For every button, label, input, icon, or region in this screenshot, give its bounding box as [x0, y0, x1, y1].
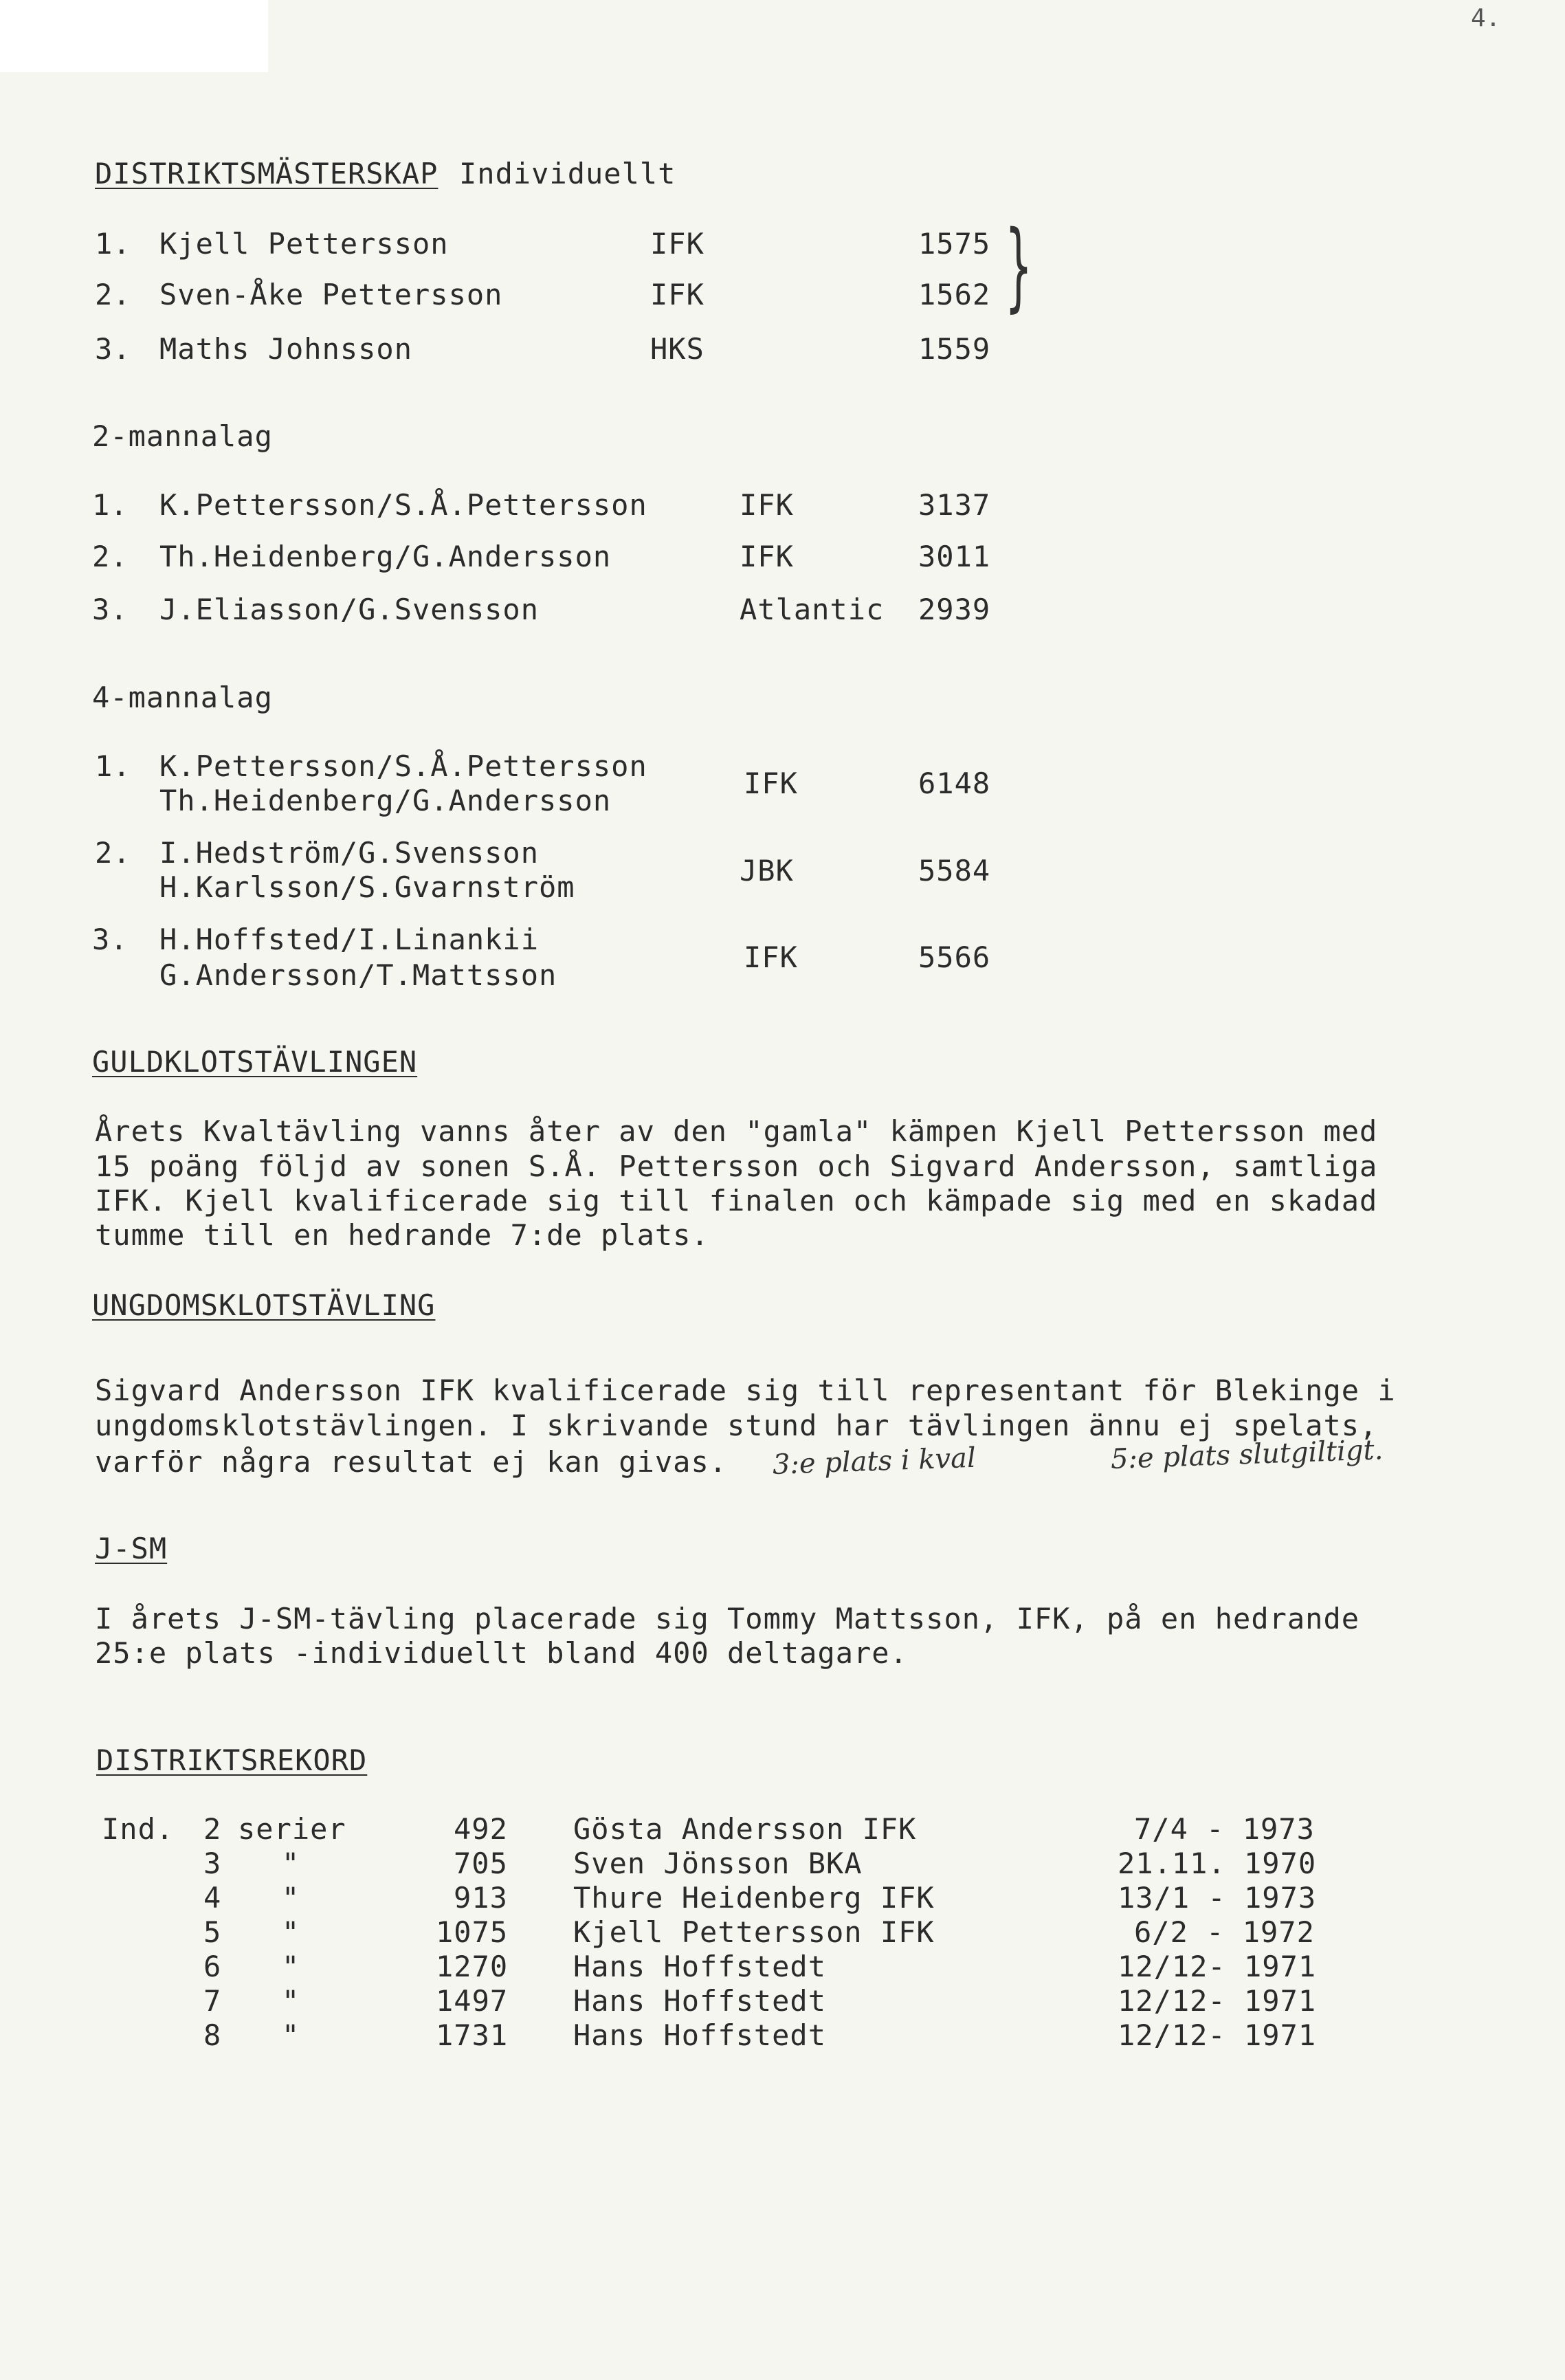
ungdom-line: Sigvard Andersson IFK kvalificerade sig till representant för Blekinge i	[95, 1374, 1396, 1407]
handwritten-note-kval: 3:e plats i kval	[772, 1442, 977, 1481]
four-man-heading: 4-mannalag	[92, 681, 273, 714]
ungdom-line: ungdomsklotstävlingen. I skrivande stund har tävlingen ännu ej spelats,	[95, 1409, 1378, 1442]
guld-line: Årets Kvaltävling vanns åter av den "gamla" kämpen Kjell Pettersson med	[95, 1114, 1378, 1148]
guld-line: tumme till en hedrande 7:de plats.	[95, 1218, 709, 1252]
handwritten-note-final: 5:e plats slutgiltigt.	[1110, 1434, 1384, 1475]
page-number: 4.	[1471, 4, 1501, 32]
paper-tab	[0, 0, 268, 72]
two-man-heading: 2-mannalag	[92, 419, 273, 453]
handwritten-brace: }	[1005, 210, 1033, 322]
rekord-heading: DISTRIKTSREKORD	[96, 1743, 368, 1777]
jsm-line: I årets J-SM-tävling placerade sig Tommy Mattsson, IFK, på en hedrande	[95, 1602, 1360, 1635]
ungdom-line: varför några resultat ej kan givas.	[95, 1445, 728, 1479]
document-page: 4. DISTRIKTSMÄSTERSKAP Individuellt 1. Kjell Pettersson IFK 1575 2. Sven-Åke Pettersson IFK 1562 3. Maths Johnsson HKS 1559 } 2-mannalag 1. K.Pettersson/S.Å.Pettersson IFK 3137 2. Th.Heidenberg/G.Andersson IFK 3011 3. J.Eliasson/G.Svensson Atlantic 2939 4-mannalag 1. K.Pettersson/S.Å.Pettersson Th.Heidenberg/G.Andersson IFK 6148 2. I.Hedström/G.Svensson H.Karlsson/S.Gvarnström JBK 5584 3. H.Hoffsted/I.Linankii G.Andersson/T.Mattsson IFK 5566 GULDKLOTSTÄVLINGEN Årets Kvaltävling vanns åter av den "gamla" kämpen Kjell Pettersson med 15 poäng följd av sonen S.Å. Pettersson och Sigvard Andersson, samtliga IFK. Kjell kvalificerade sig till finalen och kämpade sig med en skadad tumme till en hedrande 7:de plats. UNGDOMSKLOTSTÄVLING Sigvard Andersson IFK kvalificerade sig till representant för Blekinge i ungdomsklotstävlingen. I skrivande stund har tävlingen ännu ej spelats, varför några resultat ej kan givas. 3:e plats i kval 5:e plats slutgiltigt. J-SM I årets J-SM-tävling placerade sig Tommy Mattsson, IFK, på en hedrande 25:e plats -individuellt bland 400 deltagare. DISTRIKTSREKORD Ind. 2 serier 492 Gösta Andersson IFK 7/4 - 1973 3 " 705 Sven Jönsson BKA 21.11. 1970 4 " 913 Thure Heidenberg IFK 13/1 - 1973 5 " 1075 Kjell Pettersson IFK 6/2 - 1972 6 " 1270 Hans Hoffstedt 12/12- 1971 7 " 1497 Hans Hoffstedt 12/12- 1971 8 " 1731 Hans Hoffstedt 12/12- 1971	[0, 0, 1565, 2380]
ungdom-heading: UNGDOMSKLOTSTÄVLING	[92, 1288, 436, 1322]
jsm-heading: J-SM	[95, 1532, 168, 1565]
guld-heading: GULDKLOTSTÄVLINGEN	[92, 1045, 418, 1079]
guld-line: IFK. Kjell kvalificerade sig till finalen och kämpade sig med en skadad	[95, 1184, 1378, 1217]
jsm-line: 25:e plats -individuellt bland 400 deltagare.	[95, 1636, 908, 1670]
dm-heading-suffix: Individuellt	[459, 157, 676, 190]
rekord-label: Ind.	[102, 1812, 175, 1846]
dm-heading: DISTRIKTSMÄSTERSKAP	[95, 157, 439, 190]
guld-line: 15 poäng följd av sonen S.Å. Pettersson och Sigvard Andersson, samtliga	[95, 1149, 1378, 1183]
